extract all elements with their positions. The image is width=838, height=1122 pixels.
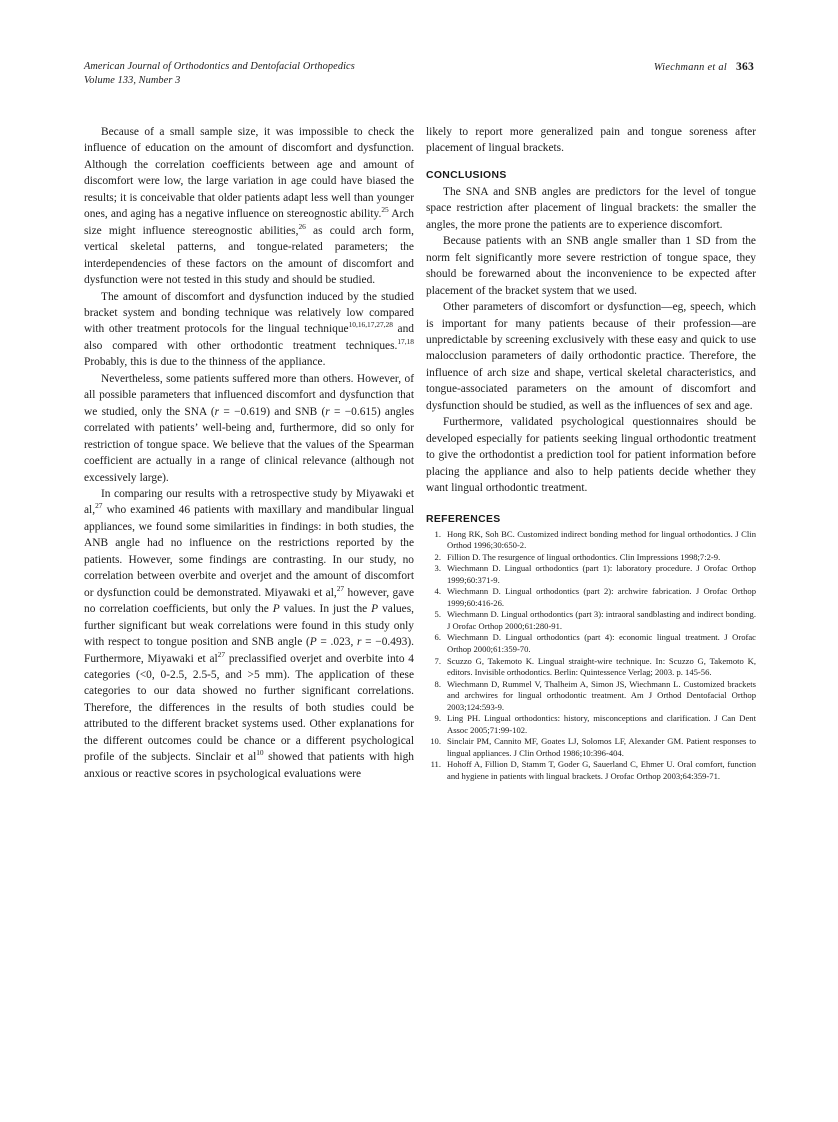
paragraph: Because of a small sample size, it was impossible to check the influence of education on the amount of discomfort and dysfunction. Although the correlation coefficients between age and amount of discomfort were low, the large variation in age could have biased the results; it is conceivable that older patients adapt less well than younger ones, and aging has a negative influence on stereognostic ability.$^{25}$ Arch size might influence stereognostic abilities,$^{26}$ as could arch form, vertical skeletal patterns, and tongue-related parameters; the interdependencies of these factors on the amount of discomfort and dysfunction were not tested in this study and should be studied.	[84, 126, 414, 287]
reference-number: 3 .	[426, 563, 441, 575]
reference-number: 4 .	[426, 586, 441, 598]
paragraph: Because patients with an SNB angle smaller than 1 SD from the norm felt significantly more severe restriction of tongue space, they should be forewarned about the inconvenience to be expected after placement of the bracket system that we used.	[426, 235, 756, 297]
reference-text: Wiechmann D. Lingual orthodontics (part 2): archwire fabrication. J Orofac Orthop 1999;60:416-26.	[447, 586, 756, 608]
reference-item	[426, 679, 756, 714]
references-heading: REFERENCES	[426, 513, 501, 525]
reference-text: Wiechmann D. Lingual orthodontics (part 4): economic lingual treatment. J Orofac Orthop 2000;61:359-70.	[447, 632, 756, 654]
paragraph: Other parameters of discomfort or dysfunction—eg, speech, which is important for many patients because of their profession—are unpredictable by screening exclusively with these easy and quick to use malocclusion parameters of daily orthodontic practice. Therefore, the influence of arch size and shape, vertical skeletal characteristics, and tongue-associated parameters on the amount of discomfort and dysfunction should be studied, as well as the influences of sex and age.	[426, 301, 756, 412]
reference-text: Sinclair PM, Cannito MF, Goates LJ, Solomos LF, Alexander GM. Patient responses to lingual appliances. J Clin Orthod 1986;10:396-404.	[447, 736, 756, 758]
reference-item	[426, 609, 756, 632]
reference-number: 9 .	[426, 713, 441, 725]
reference-item	[426, 563, 756, 586]
page-number: 363	[736, 60, 754, 73]
reference-item	[426, 656, 756, 679]
journal-title: American Journal of Orthodontics and Dentofacial Orthopedics	[84, 61, 355, 72]
reference-number: 1 .	[426, 529, 441, 541]
reference-number: 2 .	[426, 552, 441, 564]
reference-text: Scuzzo G, Takemoto K. Lingual straight-wire technique. In: Scuzzo G, Takemoto K, editors. Invisible orthodontics. Berlin: Quintessence Verlag; 2003. p. 145-56.	[447, 655, 756, 678]
reference-item	[426, 632, 756, 655]
reference-text: Wiechmann D, Rummel V, Thalheim A, Simon JS, Wiechmann L. Customized brackets and archwires for lingual orthodontic treatment. Am J Orthod Dentofacial Orthop 2003;124:593-9.	[447, 678, 756, 712]
paragraph: The amount of discomfort and dysfunction induced by the studied bracket system and bonding technique was relatively low compared with other treatment protocols for the lingual technique$^{10,16,17,27,28}$ and also compared with other orthodontic treatment techniques.$^{17,18}$ Probably, this is due to the thinness of the appliance.	[84, 290, 414, 369]
reference-item	[426, 759, 756, 782]
paragraph-continuation: likely to report more generalized pain and tongue soreness after placement of lingual brackets.	[426, 126, 756, 155]
journal-volume-issue: Volume 133, Number 3	[84, 75, 181, 86]
conclusions-heading: CONCLUSIONS	[426, 169, 507, 181]
reference-item	[426, 586, 756, 609]
reference-item	[426, 736, 756, 759]
paragraph: Furthermore, validated psychological questionnaires should be developed especially for patients seeking lingual orthodontic treatment to give the orthodontist a prediction tool for patient information before placing the appliance and also to help patients decide whether they want lingual orthodontic treatment.	[426, 416, 756, 495]
reference-number: 5 .	[426, 609, 441, 621]
reference-text: Wiechmann D. Lingual orthodontics (part 1): laboratory procedure. J Orofac Orthop 1999;60:371-9.	[447, 563, 756, 585]
reference-number: 11 .	[426, 759, 441, 771]
reference-text: Fillion D. The resurgence of lingual orthodontics. Clin Impressions 1998;7:2-9.	[447, 551, 721, 562]
paragraph: In comparing our results with a retrospective study by Miyawaki et al,$^{27}$ who examined 46 patients with maxillary and mandibular lingual appliances, we found some similarities in findings: in both studies, the ANB angle had no influence on the restrictions reported by the patients. However, some findings are contrasting. In our study, no correlation between overbite and overjet and the amount of discomfort or dysfunction could be demonstrated. Miyawaki et al,$^{27}$ however, gave no correlation coefficients, but only the P values. In just the P values, further significant but weak correlations were found in this study only with respect to tongue position and SNB angle (P = .023, r = −0.493). Furthermore, Miyawaki et $al^{27}$ preclassified overjet and overbite into 4 categories (<0, 0-2.5, 2.5-5, and >5 mm). The application of these categories to our data showed no further significant correlations. Therefore, the differences in the results of both studies could be attributed to the different bracket systems used. Other explanations for the different outcomes could be chance or a different psychological profile of the subjects. Sinclair et $al^{10}$ showed that patients with high anxious or reactive scores in psychological evaluations were	[84, 487, 415, 780]
reference-number: 6 .	[426, 632, 441, 644]
reference-text: Wiechmann D. Lingual orthodontics (part 3): intraoral sandblasting and indirect bonding. J Orofac Orthop 2000;61:280-91.	[447, 609, 756, 631]
reference-item	[426, 529, 756, 552]
reference-text: Hohoff A, Fillion D, Stamm T, Goder G, Sauerland C, Ehmer U. Oral comfort, function and hygiene in patients with lingual brackets. J Orofac Orthop 2003;64:359-71.	[447, 759, 756, 781]
reference-number: 10 .	[426, 736, 441, 748]
reference-item	[426, 552, 756, 564]
paragraph: The SNA and SNB angles are predictors for the level of tongue space restriction after placement of lingual brackets: the smaller the angles, the more prone the patients are to experience discomfort.	[426, 185, 756, 231]
paragraph: Nevertheless, some patients suffered more than others. However, of all possible parameters that influenced discomfort and dysfunction that we studied, only the SNA (r = −0.619) and SNB (r = −0.615) angles correlated with patients’ well-being and, furthermore, did so only for restriction of tongue space. We believe that the values of the Spearman coefficient are actually in a range of clinical relevance (although not excessively large).	[84, 372, 415, 484]
running-head-journal	[84, 60, 355, 88]
reference-text: Hong RK, Soh BC. Customized indirect bonding method for lingual orthodontics. J Clin Orthod 1996;30:650-2.	[447, 528, 756, 551]
reference-number: 8 .	[426, 679, 441, 691]
running-head	[84, 60, 754, 94]
running-head-authors: Wiechmann et al	[653, 62, 727, 73]
running-head-authors-page	[654, 60, 754, 75]
reference-list	[426, 529, 756, 783]
left-column	[84, 124, 414, 782]
right-column	[426, 124, 756, 783]
reference-item	[426, 713, 756, 736]
reference-number: 7 .	[426, 656, 441, 668]
reference-text: Ling PH. Lingual orthodontics: history, misconceptions and clarification. J Can Dent Assoc 2005;71:99-102.	[447, 713, 756, 735]
